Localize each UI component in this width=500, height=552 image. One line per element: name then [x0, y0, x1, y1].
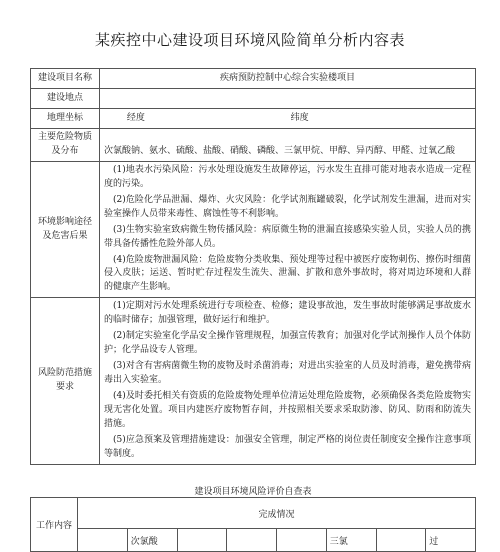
eval-cell: [177, 529, 227, 552]
pathways-label: 环境影响途径及危害后果: [31, 161, 100, 297]
risk-analysis-table: [30, 68, 476, 465]
project-name-value: 疾病预防控制中心综合实验楼项目: [100, 69, 476, 89]
location-label: 建设地点: [31, 89, 100, 109]
eval-cell: 三氯: [326, 529, 376, 552]
eval-cell: [227, 529, 277, 552]
hazards-label: 主要危险物质及分布: [31, 129, 100, 162]
hazards-value: 次氯酸钠、氨水、硫酸、盐酸、硝酸、磷酸、三氯甲烷、甲醇、异丙醇、甲醛、过氧乙酸: [100, 129, 476, 162]
eval-table: [30, 497, 476, 552]
table-row: [31, 109, 476, 129]
measure-item: (2)制定实验室化学品安全操作管理规程，加强宣传教育；加强对化学试剂操作人员个体防护；化学品设专人管理。: [104, 331, 471, 356]
coordinates-value: [100, 109, 476, 129]
location-value: [100, 89, 476, 109]
project-name-label: 建设项目名称: [31, 69, 100, 89]
pathway-item: (2)危险化学品泄漏、爆炸、火灾风险：化学试剂瓶罐破裂，化学试剂发生泄漏，进而对实验室操作人员带来毒性、腐蚀性等不利影响。: [104, 194, 471, 219]
work-content-label: 工作内容: [31, 498, 78, 552]
page-title: 某疾控中心建设项目环境风险简单分析内容表: [94, 31, 405, 49]
table-row: [31, 161, 476, 297]
table-row: [31, 298, 476, 464]
pathway-item: (4)危险废物泄漏风险：危险废物分类收集、预处理等过程中被医疗废物刺伤、擦伤时细菌侵入皮肤；运送、暂时贮存过程发生流失、泄漏、扩散和意外事故时，将对周边环境和人群的健康产生影响。: [104, 254, 471, 293]
measure-item: (3)对含有害病菌微生物的废物及时杀菌消毒；对进出实验室的人员及时消毒，避免携带病毒出入实验室。: [104, 361, 471, 385]
eval-cell: [277, 529, 327, 552]
measures-value: [100, 298, 476, 464]
measures-label: 风险防范措施要求: [31, 298, 100, 464]
table-row: [31, 129, 476, 162]
table-row: [31, 529, 476, 552]
pathways-value: [100, 161, 476, 297]
eval-cell: [376, 529, 426, 552]
eval-cell: 过: [426, 529, 476, 552]
pathway-item: (3)生物实验室致病微生物传播风险：病原微生物的泄漏直接感染实验人员，实验人员的携带具备传播性危险外部人员。: [104, 224, 471, 249]
measure-item: (4)及时委托相关有资质的危险废物处理单位清运处理危险废物，必须确保各类危险废物实现无害化处置。项目内建医疗废物暂存间，并按照相关要求采取防渗、防风、防雨和防流失措施。: [104, 390, 471, 429]
eval-table-title: 建设项目环境风险评价自查表: [194, 487, 312, 497]
table-row: [31, 89, 476, 109]
pathway-item: (1)地表水污染风险：污水处理设施发生故障停运，污水发生直排可能对地表水造成一定程度的污染。: [104, 164, 471, 189]
table-row: [31, 69, 476, 89]
table-row: [31, 498, 476, 529]
latitude-label: 纬度: [290, 112, 309, 123]
eval-cell: [78, 529, 128, 552]
completion-label: 完成情况: [78, 498, 476, 529]
eval-cell: 次氯酸: [127, 529, 177, 552]
measure-item: (1)定期对污水处理系统进行专项检查、检修；建设事故池，发生事故时能够满足事故废水的临时储存；加强管理，做好运行和维护。: [104, 301, 471, 326]
measure-item: (5)应急预案及管理措施建设：加强安全管理，制定严格的岗位责任制度安全操作注意事项等制度。: [104, 434, 471, 459]
longitude-label: 经度: [126, 112, 145, 123]
coordinates-label: 地理坐标: [31, 109, 100, 129]
